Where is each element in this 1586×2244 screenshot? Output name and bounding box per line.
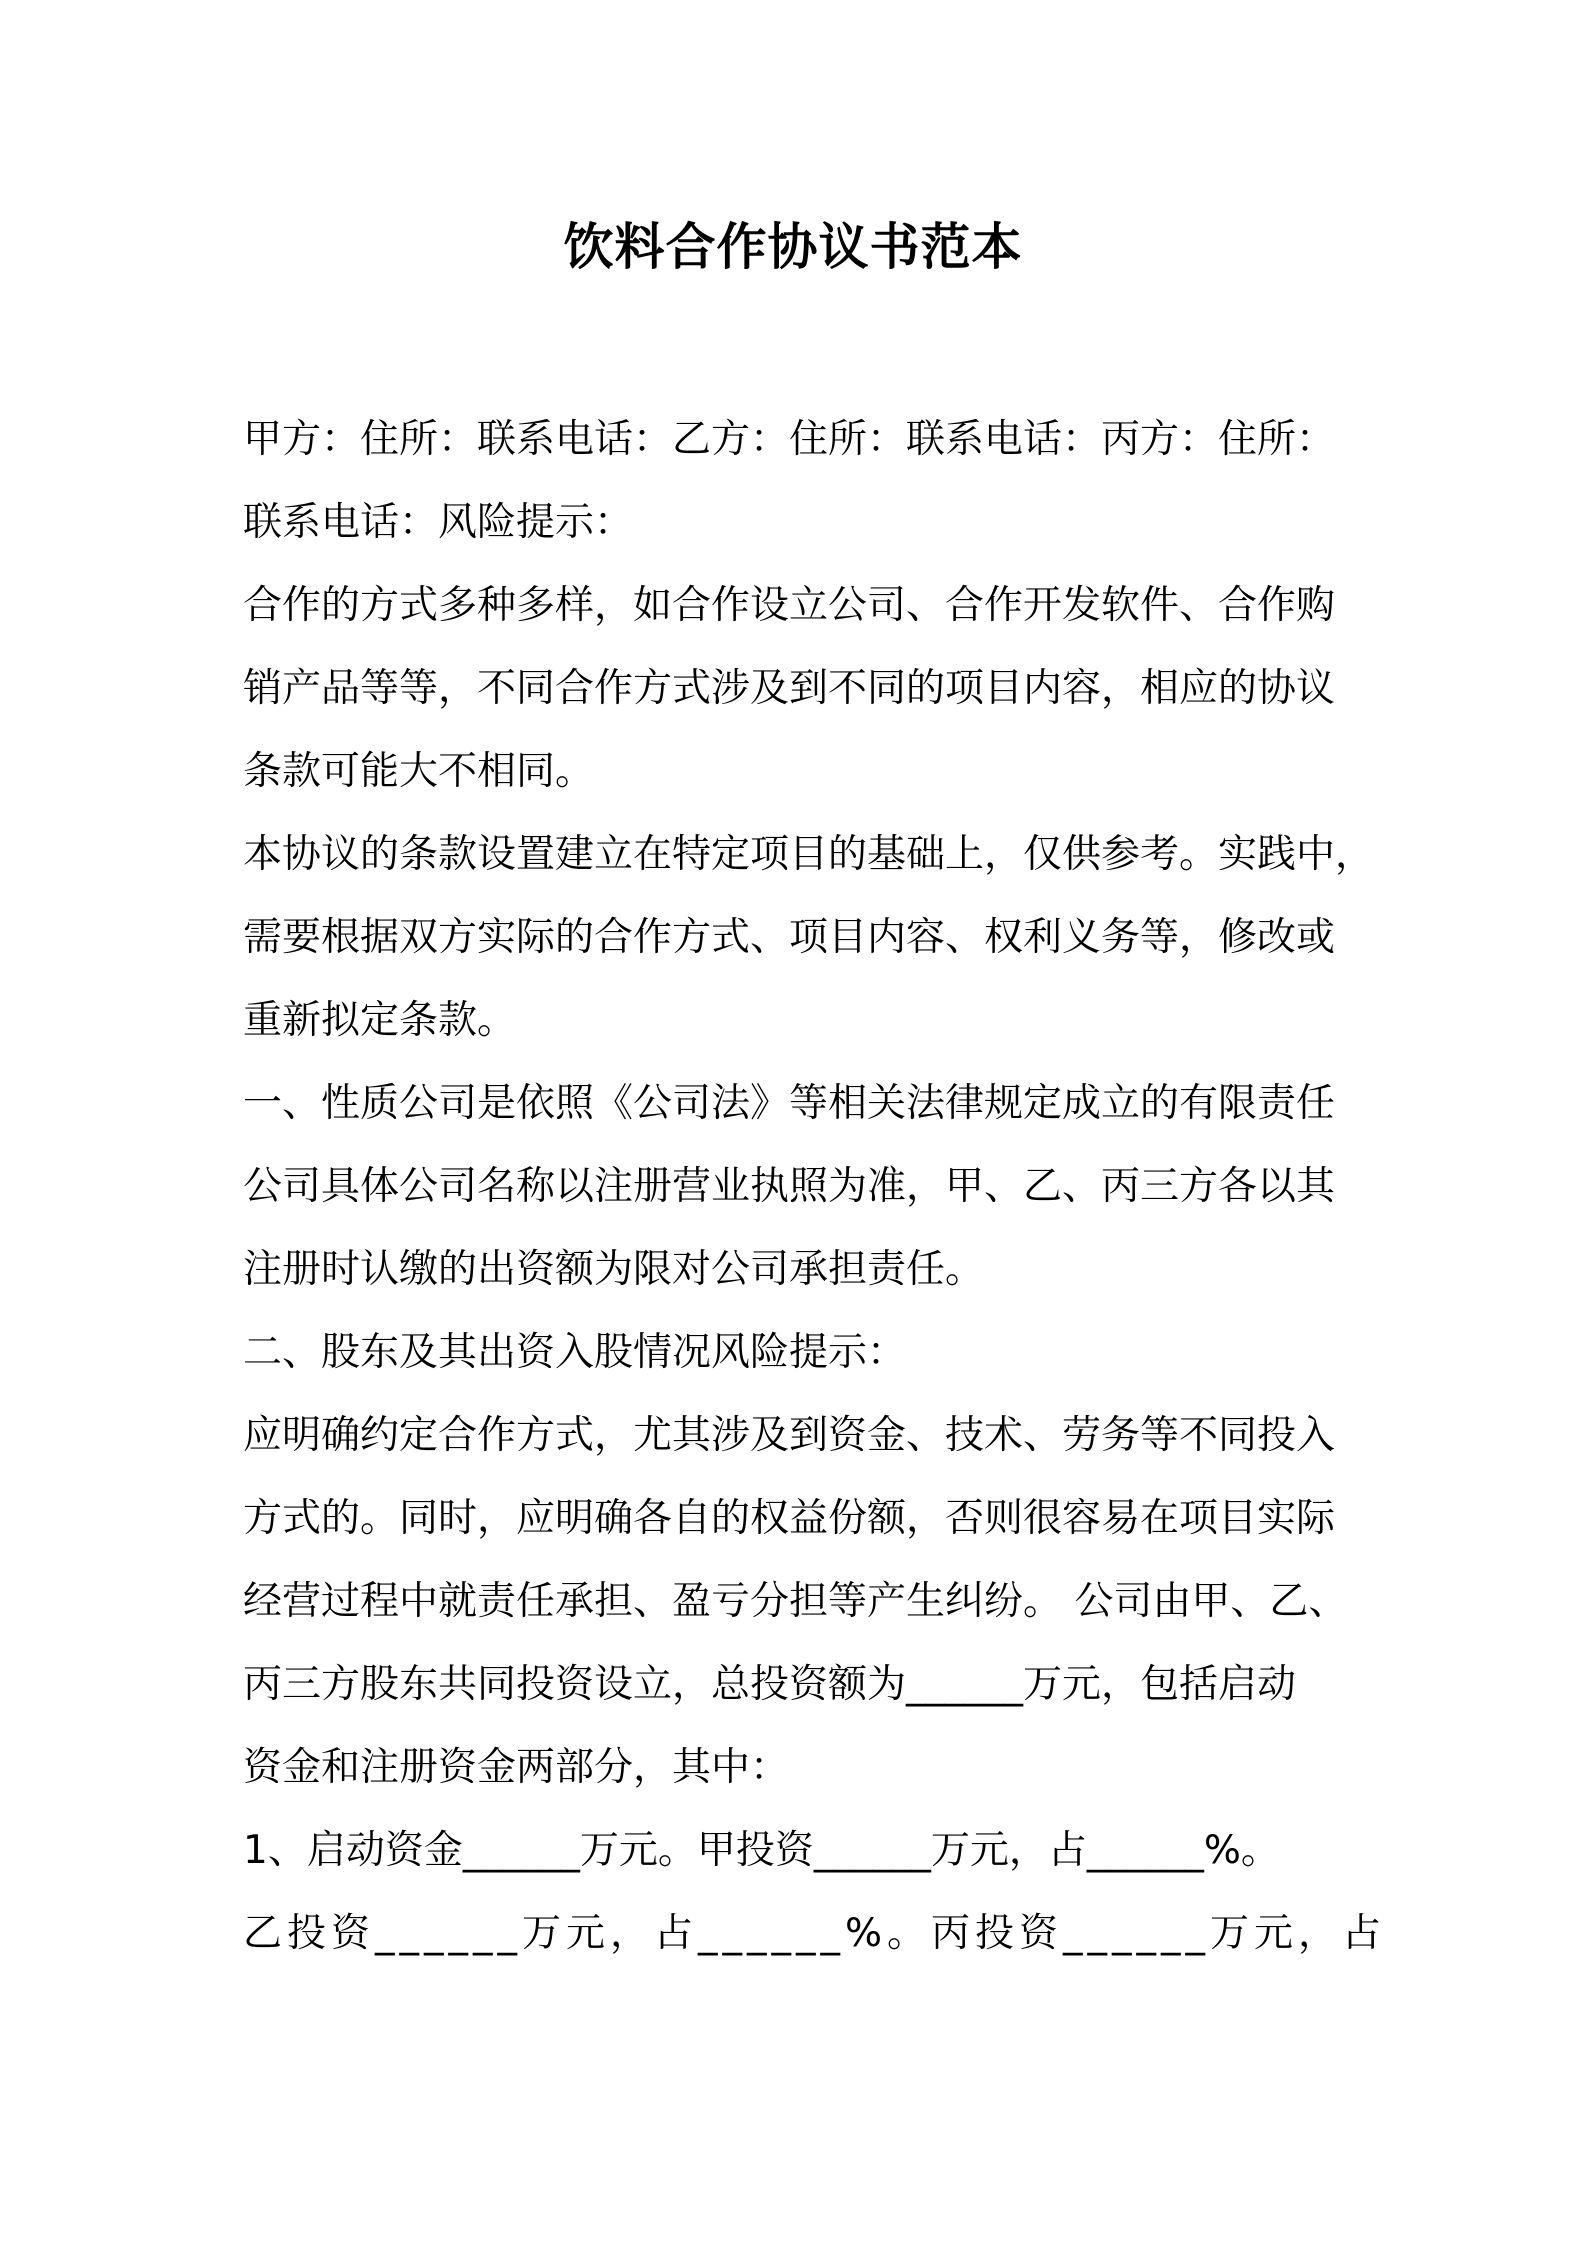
- text-line: 需要根据双方实际的合作方式、项目内容、权利义务等，修改或: [243, 915, 1336, 960]
- text-line: 经营过程中就责任承担、盈亏分担等产生纠纷。 公司由甲、乙、: [243, 1579, 1348, 1624]
- text-line: 销产品等等，不同合作方式涉及到不同的项目内容，相应的协议: [243, 666, 1336, 711]
- text-line: 乙投资______万元，占______%。丙投资______万元，占: [243, 1911, 1387, 1956]
- text-line: 公司具体公司名称以注册营业执照为准，甲、乙、丙三方各以其: [243, 1164, 1336, 1209]
- text-line: 本协议的条款设置建立在特定项目的基础上，仅供参考。实践中，: [243, 832, 1375, 877]
- text-line: 重新拟定条款。: [243, 998, 517, 1043]
- text-line: 二、股东及其出资入股情况风险提示：: [243, 1330, 907, 1375]
- text-line: 联系电话：风险提示：: [243, 500, 634, 545]
- text-line: 注册时认缴的出资额为限对公司承担责任。: [243, 1247, 985, 1292]
- text-line: 条款可能大不相同。: [243, 749, 595, 794]
- document-title: 饮料合作协议书范本: [563, 218, 1023, 276]
- text-line: 一、性质公司是依照《公司法》等相关法律规定成立的有限责任: [243, 1081, 1336, 1126]
- text-line: 应明确约定合作方式，尤其涉及到资金、技术、劳务等不同投入: [243, 1413, 1336, 1458]
- text-line: 丙三方股东共同投资设立，总投资额为______万元，包括启动: [243, 1662, 1297, 1707]
- text-line: 甲方：住所：联系电话：乙方：住所：联系电话：丙方：住所：: [243, 417, 1336, 462]
- text-line: 方式的。同时，应明确各自的权益份额，否则很容易在项目实际: [243, 1496, 1336, 1541]
- text-line: 1、启动资金______万元。甲投资______万元，占______%。: [243, 1828, 1280, 1873]
- document-body: [243, 398, 1387, 1975]
- text-line: 资金和注册资金两部分，其中：: [243, 1745, 790, 1790]
- text-line: 合作的方式多种多样，如合作设立公司、合作开发软件、合作购: [243, 583, 1336, 628]
